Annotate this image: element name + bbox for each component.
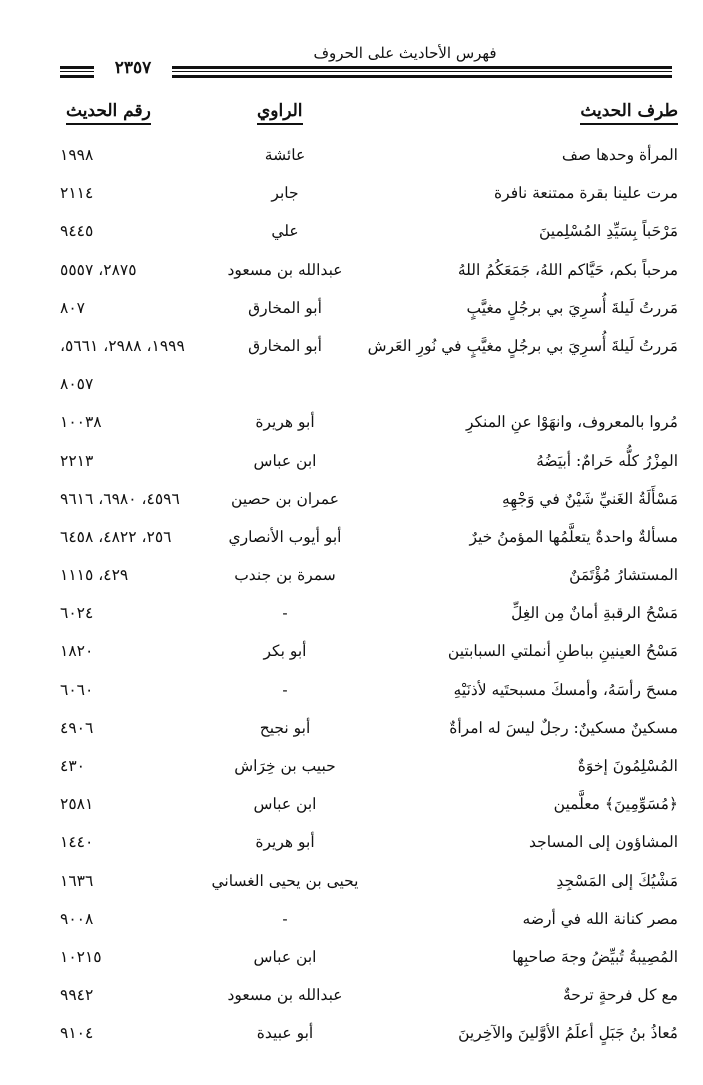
- hadith-number: ١٦٣٦: [60, 871, 94, 890]
- hadith-text: مسحَ رأسَهُ، وأمسكَ مسبحتَيه لأذنَيْهِ: [453, 680, 678, 699]
- table-row: [0, 636, 703, 674]
- hadith-text: المستشارُ مُؤْتَمَنٌ: [569, 566, 678, 585]
- table-row: [0, 904, 703, 942]
- column-header-number: رقم الحديث: [66, 100, 151, 125]
- narrator-name: -: [282, 909, 288, 928]
- hadith-number: ٤٢٩، ١١١٥: [60, 566, 129, 585]
- hadith-number: ٢١١٤: [60, 184, 94, 203]
- hadith-number: ١٨٢٠: [60, 642, 94, 661]
- hadith-text: مَسْحُ الرقبةِ أمانٌ مِن الغِلِّ: [511, 604, 678, 623]
- hadith-number: ٩١٠٤: [60, 1024, 94, 1043]
- hadith-number: ١٤٤٠: [60, 833, 94, 852]
- table-row: [0, 522, 703, 560]
- hadith-number: ٢٢١٣: [60, 451, 94, 470]
- hadith-text: المرأة وحدها صف: [561, 146, 678, 164]
- narrator-name: عائشة: [264, 146, 306, 164]
- table-row: [0, 827, 703, 865]
- hadith-number: ٨٠٥٧: [60, 375, 94, 394]
- hadith-number: ٩٤٤٥: [60, 222, 94, 241]
- hadith-text: مُروا بالمعروف، وانهَوْا عنِ المنكرِ: [465, 413, 678, 432]
- table-row: [0, 484, 703, 522]
- narrator-name: ابن عباس: [253, 947, 317, 966]
- table-row: [0, 178, 703, 216]
- hadith-number: ١٩٩٨: [60, 146, 94, 164]
- hadith-number: ٩٠٠٨: [60, 909, 94, 928]
- hadith-number: ٩٩٤٢: [60, 986, 94, 1005]
- hadith-number: ٦٠٦٠: [60, 680, 94, 699]
- hadith-text: المُصِيبةُ تُبيِّضُ وجهَ صاحبِها: [512, 947, 678, 966]
- table-row: [0, 407, 703, 445]
- narrator-name: [200, 369, 370, 407]
- hadith-index-table: [0, 140, 703, 1057]
- table-row: [0, 866, 703, 904]
- hadith-text: مسألةٌ واحدةٌ يتعلَّمُها المؤمنُ خيرٌ: [469, 527, 678, 546]
- hadith-text: المِزْرُ كلُّه حَرامٌ: أبيَضُهُ: [536, 451, 678, 470]
- table-row: [0, 942, 703, 980]
- running-title: فهرس الأحاديث على الحروف: [313, 44, 497, 62]
- hadith-number: ١٠٠٣٨: [60, 413, 102, 432]
- narrator-name: عبدالله بن مسعود: [227, 260, 343, 279]
- hadith-text: ﴿مُسَوِّمِينَ﴾ معلَّمين: [553, 795, 678, 814]
- narrator-name: حبيب بن خِرَاش: [234, 757, 336, 775]
- hadith-number: ١٠٢١٥: [60, 947, 102, 966]
- narrator-name: عبدالله بن مسعود: [227, 986, 343, 1005]
- narrator-name: أبو عبيدة: [256, 1024, 314, 1043]
- page-number: ٢٣٥٧: [94, 58, 172, 78]
- hadith-text: مَسْأَلَةُ الغَنيِّ شَيْنٌ في وَجْهِهِ: [501, 489, 678, 508]
- hadith-number: ٤٩٠٦: [60, 718, 94, 737]
- hadith-text: المُسْلِمُونَ إخوَةٌ: [577, 757, 678, 775]
- hadith-number: ٨٠٧: [60, 298, 85, 317]
- hadith-text: مَررتُ لَيلةَ أُسرِيَ بي برجُلٍ مغيَّبٍ: [466, 298, 678, 317]
- narrator-name: أبو بكر: [263, 642, 307, 661]
- table-row: [0, 713, 703, 751]
- narrator-name: أبو المخارق: [248, 336, 322, 355]
- narrator-name: أبو هريرة: [255, 413, 315, 432]
- narrator-name: أبو أيوب الأنصاري: [228, 527, 342, 546]
- hadith-number: ١٩٩٩، ٢٩٨٨، ٥٦٦١،: [60, 336, 185, 355]
- narrator-name: -: [282, 604, 288, 623]
- table-row: [0, 369, 703, 407]
- table-row: [0, 980, 703, 1018]
- table-row: [0, 751, 703, 789]
- narrator-name: علي: [271, 222, 299, 241]
- running-header: [0, 0, 703, 90]
- hadith-text: مصر كنانة الله في أرضه: [522, 909, 678, 928]
- hadith-number: ٦٠٢٤: [60, 604, 94, 623]
- hadith-text: مَررتُ لَيلةَ أُسرِيَ بي برجُلٍ مغيَّبٍ في نُورِ العَرش: [367, 336, 678, 355]
- hadith-text: مَرْحَباً بِسَيِّدِ المُسْلِمينَ: [538, 222, 678, 241]
- narrator-name: عمران بن حصين: [231, 489, 339, 508]
- narrator-name: أبو نجيح: [259, 718, 311, 737]
- hadith-text: المشاؤون إلى المساجد: [529, 833, 678, 852]
- table-row: [0, 560, 703, 598]
- hadith-text: مَسْحُ العينينِ بباطنِ أنملتي السبابتين: [447, 642, 678, 661]
- table-row: [0, 331, 703, 369]
- table-row: [0, 140, 703, 178]
- table-row: [0, 255, 703, 293]
- hadith-number: ٤٣٠: [60, 757, 85, 775]
- table-row: [0, 1018, 703, 1056]
- hadith-text: مرحباً بكم، حَيَّاكم اللهُ، جَمَعَكُمُ اللهُ: [457, 260, 678, 279]
- narrator-name: ابن عباس: [253, 795, 317, 814]
- narrator-name: يحيى بن يحيى الغساني: [211, 871, 359, 890]
- hadith-text: مَشْيُكَ إلى المَسْجِدِ: [556, 871, 678, 890]
- narrator-name: أبو هريرة: [255, 833, 315, 852]
- narrator-name: جابر: [271, 184, 299, 203]
- column-header-narrator: الراوي: [257, 100, 303, 125]
- hadith-number: ٢٥٨١: [60, 795, 94, 814]
- table-row: [0, 293, 703, 331]
- table-row: [0, 216, 703, 254]
- hadith-number: ٤٥٩٦، ٦٩٨٠، ٩٦١٦: [60, 489, 180, 508]
- table-row: [0, 789, 703, 827]
- hadith-text: مُعاذُ بنُ جَبَلٍ أعلَمُ الأوَّلينَ والآخِرينَ: [458, 1024, 678, 1043]
- hadith-text: مسكينٌ مسكينٌ: رجلٌ ليسَ له امرأةٌ: [449, 718, 678, 737]
- hadith-number: ٢٥٦، ٤٨٢٢، ٦٤٥٨: [60, 527, 172, 546]
- table-row: [0, 675, 703, 713]
- table-row: [0, 446, 703, 484]
- table-row: [0, 598, 703, 636]
- narrator-name: سمرة بن جندب: [234, 566, 336, 585]
- narrator-name: ابن عباس: [253, 451, 317, 470]
- narrator-name: -: [282, 680, 288, 699]
- hadith-number: ٢٨٧٥، ٥٥٥٧: [60, 260, 137, 279]
- hadith-text: مرت علينا بقرة ممتنعة نافرة: [494, 184, 678, 203]
- narrator-name: أبو المخارق: [248, 298, 322, 317]
- hadith-text: مع كل فرحةٍ ترحةٌ: [562, 986, 678, 1005]
- column-header-hadith: طرف الحديث: [580, 100, 678, 125]
